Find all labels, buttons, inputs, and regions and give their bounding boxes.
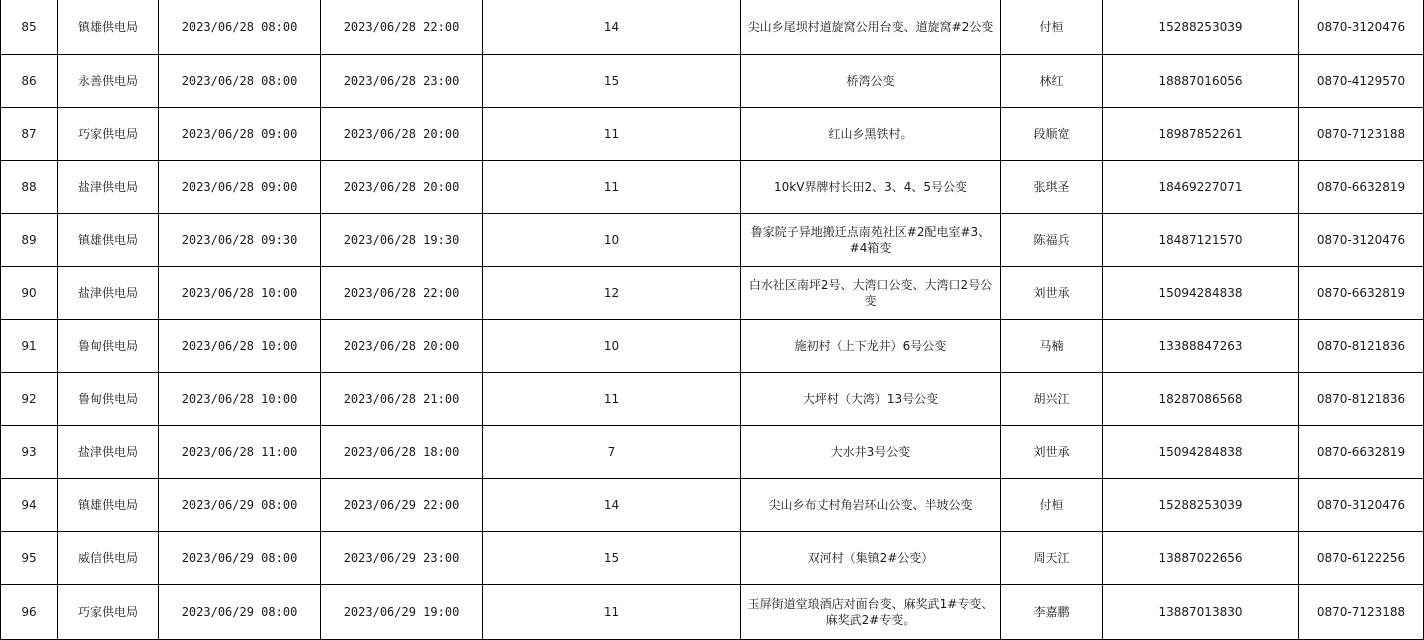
office-phone-cell: 0870-8121836 (1299, 319, 1424, 372)
duration-hours-cell: 10 (483, 213, 741, 266)
row-number-cell: 86 (1, 54, 58, 107)
office-phone-cell: 0870-3120476 (1299, 478, 1424, 531)
row-number-cell: 95 (1, 531, 58, 584)
table-row (1, 531, 1424, 584)
contact-person-cell: 胡兴江 (1001, 372, 1103, 425)
start-time-cell: 2023/06/28 09:00 (159, 107, 321, 160)
end-time-cell: 2023/06/29 22:00 (321, 478, 483, 531)
outage-area-cell: 桥湾公变 (741, 54, 1001, 107)
office-phone-cell: 0870-6632819 (1299, 425, 1424, 478)
mobile-number-cell: 15094284838 (1103, 425, 1299, 478)
mobile-number-cell: 18469227071 (1103, 160, 1299, 213)
end-time-cell: 2023/06/28 20:00 (321, 160, 483, 213)
contact-person-cell: 刘世承 (1001, 266, 1103, 319)
mobile-number-cell: 18287086568 (1103, 372, 1299, 425)
table-row (1, 160, 1424, 213)
outage-area-cell: 施初村（上下龙井）6号公变 (741, 319, 1001, 372)
start-time-cell: 2023/06/28 10:00 (159, 266, 321, 319)
power-bureau-cell: 巧家供电局 (58, 107, 159, 160)
start-time-cell: 2023/06/29 08:00 (159, 478, 321, 531)
row-number-cell: 87 (1, 107, 58, 160)
end-time-cell: 2023/06/28 22:00 (321, 266, 483, 319)
start-time-cell: 2023/06/28 08:00 (159, 54, 321, 107)
end-time-cell: 2023/06/28 21:00 (321, 372, 483, 425)
power-bureau-cell: 永善供电局 (58, 54, 159, 107)
contact-person-cell: 马楠 (1001, 319, 1103, 372)
contact-person-cell: 张琪圣 (1001, 160, 1103, 213)
power-bureau-cell: 威信供电局 (58, 531, 159, 584)
table-row (1, 54, 1424, 107)
duration-hours-cell: 14 (483, 478, 741, 531)
contact-person-cell: 段顺宽 (1001, 107, 1103, 160)
row-number-cell: 92 (1, 372, 58, 425)
duration-hours-cell: 15 (483, 531, 741, 584)
outage-area-cell: 10kV界牌村长田2、3、4、5号公变 (741, 160, 1001, 213)
table-row (1, 266, 1424, 319)
end-time-cell: 2023/06/28 20:00 (321, 319, 483, 372)
contact-person-cell: 付桓 (1001, 478, 1103, 531)
table-body (1, 0, 1424, 639)
office-phone-cell: 0870-8121836 (1299, 372, 1424, 425)
mobile-number-cell: 18987852261 (1103, 107, 1299, 160)
mobile-number-cell: 15094284838 (1103, 266, 1299, 319)
table-row (1, 0, 1424, 54)
end-time-cell: 2023/06/28 23:00 (321, 54, 483, 107)
contact-person-cell: 付桓 (1001, 0, 1103, 54)
row-number-cell: 91 (1, 319, 58, 372)
duration-hours-cell: 11 (483, 160, 741, 213)
end-time-cell: 2023/06/28 18:00 (321, 425, 483, 478)
end-time-cell: 2023/06/28 22:00 (321, 0, 483, 54)
office-phone-cell: 0870-4129570 (1299, 54, 1424, 107)
outage-area-cell: 尖山乡布丈村角岩环山公变、半坡公变 (741, 478, 1001, 531)
mobile-number-cell: 13388847263 (1103, 319, 1299, 372)
contact-person-cell: 林红 (1001, 54, 1103, 107)
power-bureau-cell: 镇雄供电局 (58, 213, 159, 266)
contact-person-cell: 周天江 (1001, 531, 1103, 584)
start-time-cell: 2023/06/28 10:00 (159, 319, 321, 372)
row-number-cell: 85 (1, 0, 58, 54)
row-number-cell: 96 (1, 584, 58, 639)
start-time-cell: 2023/06/28 09:30 (159, 213, 321, 266)
duration-hours-cell: 11 (483, 584, 741, 639)
duration-hours-cell: 10 (483, 319, 741, 372)
outage-area-cell: 尖山乡尾坝村道旋窝公用台变、道旋窝#2公变 (741, 0, 1001, 54)
table-row (1, 478, 1424, 531)
power-bureau-cell: 盐津供电局 (58, 425, 159, 478)
table-row (1, 213, 1424, 266)
power-bureau-cell: 镇雄供电局 (58, 0, 159, 54)
outage-area-cell: 双河村（集镇2#公变） (741, 531, 1001, 584)
table-row (1, 319, 1424, 372)
table-row (1, 425, 1424, 478)
duration-hours-cell: 11 (483, 372, 741, 425)
office-phone-cell: 0870-7123188 (1299, 107, 1424, 160)
end-time-cell: 2023/06/28 20:00 (321, 107, 483, 160)
row-number-cell: 90 (1, 266, 58, 319)
power-bureau-cell: 鲁甸供电局 (58, 372, 159, 425)
mobile-number-cell: 18487121570 (1103, 213, 1299, 266)
end-time-cell: 2023/06/28 19:30 (321, 213, 483, 266)
row-number-cell: 89 (1, 213, 58, 266)
contact-person-cell: 李嘉鹏 (1001, 584, 1103, 639)
power-bureau-cell: 盐津供电局 (58, 266, 159, 319)
office-phone-cell: 0870-3120476 (1299, 0, 1424, 54)
outage-area-cell: 白水社区南坪2号、大湾口公变、大湾口2号公变 (741, 266, 1001, 319)
office-phone-cell: 0870-6632819 (1299, 160, 1424, 213)
mobile-number-cell: 13887022656 (1103, 531, 1299, 584)
mobile-number-cell: 15288253039 (1103, 478, 1299, 531)
duration-hours-cell: 7 (483, 425, 741, 478)
outage-area-cell: 鲁家院子异地搬迁点南苑社区#2配电室#3、#4箱变 (741, 213, 1001, 266)
office-phone-cell: 0870-7123188 (1299, 584, 1424, 639)
row-number-cell: 88 (1, 160, 58, 213)
end-time-cell: 2023/06/29 23:00 (321, 531, 483, 584)
outage-area-cell: 大水井3号公变 (741, 425, 1001, 478)
row-number-cell: 94 (1, 478, 58, 531)
start-time-cell: 2023/06/28 11:00 (159, 425, 321, 478)
duration-hours-cell: 14 (483, 0, 741, 54)
office-phone-cell: 0870-6122256 (1299, 531, 1424, 584)
table-row (1, 584, 1424, 639)
mobile-number-cell: 18887016056 (1103, 54, 1299, 107)
outage-area-cell: 红山乡黑铁村。 (741, 107, 1001, 160)
power-bureau-cell: 巧家供电局 (58, 584, 159, 639)
power-bureau-cell: 鲁甸供电局 (58, 319, 159, 372)
start-time-cell: 2023/06/28 09:00 (159, 160, 321, 213)
mobile-number-cell: 15288253039 (1103, 0, 1299, 54)
outage-area-cell: 大坪村（大湾）13号公变 (741, 372, 1001, 425)
office-phone-cell: 0870-6632819 (1299, 266, 1424, 319)
start-time-cell: 2023/06/29 08:00 (159, 531, 321, 584)
start-time-cell: 2023/06/28 10:00 (159, 372, 321, 425)
end-time-cell: 2023/06/29 19:00 (321, 584, 483, 639)
duration-hours-cell: 12 (483, 266, 741, 319)
power-bureau-cell: 镇雄供电局 (58, 478, 159, 531)
row-number-cell: 93 (1, 425, 58, 478)
mobile-number-cell: 13887013830 (1103, 584, 1299, 639)
table-row (1, 107, 1424, 160)
office-phone-cell: 0870-3120476 (1299, 213, 1424, 266)
outage-area-cell: 玉屏街道堂琅酒店对面台变、麻奖武1#专变、麻奖武2#专变。 (741, 584, 1001, 639)
table-row (1, 372, 1424, 425)
duration-hours-cell: 11 (483, 107, 741, 160)
start-time-cell: 2023/06/28 08:00 (159, 0, 321, 54)
contact-person-cell: 刘世承 (1001, 425, 1103, 478)
power-bureau-cell: 盐津供电局 (58, 160, 159, 213)
duration-hours-cell: 15 (483, 54, 741, 107)
start-time-cell: 2023/06/29 08:00 (159, 584, 321, 639)
contact-person-cell: 陈福兵 (1001, 213, 1103, 266)
